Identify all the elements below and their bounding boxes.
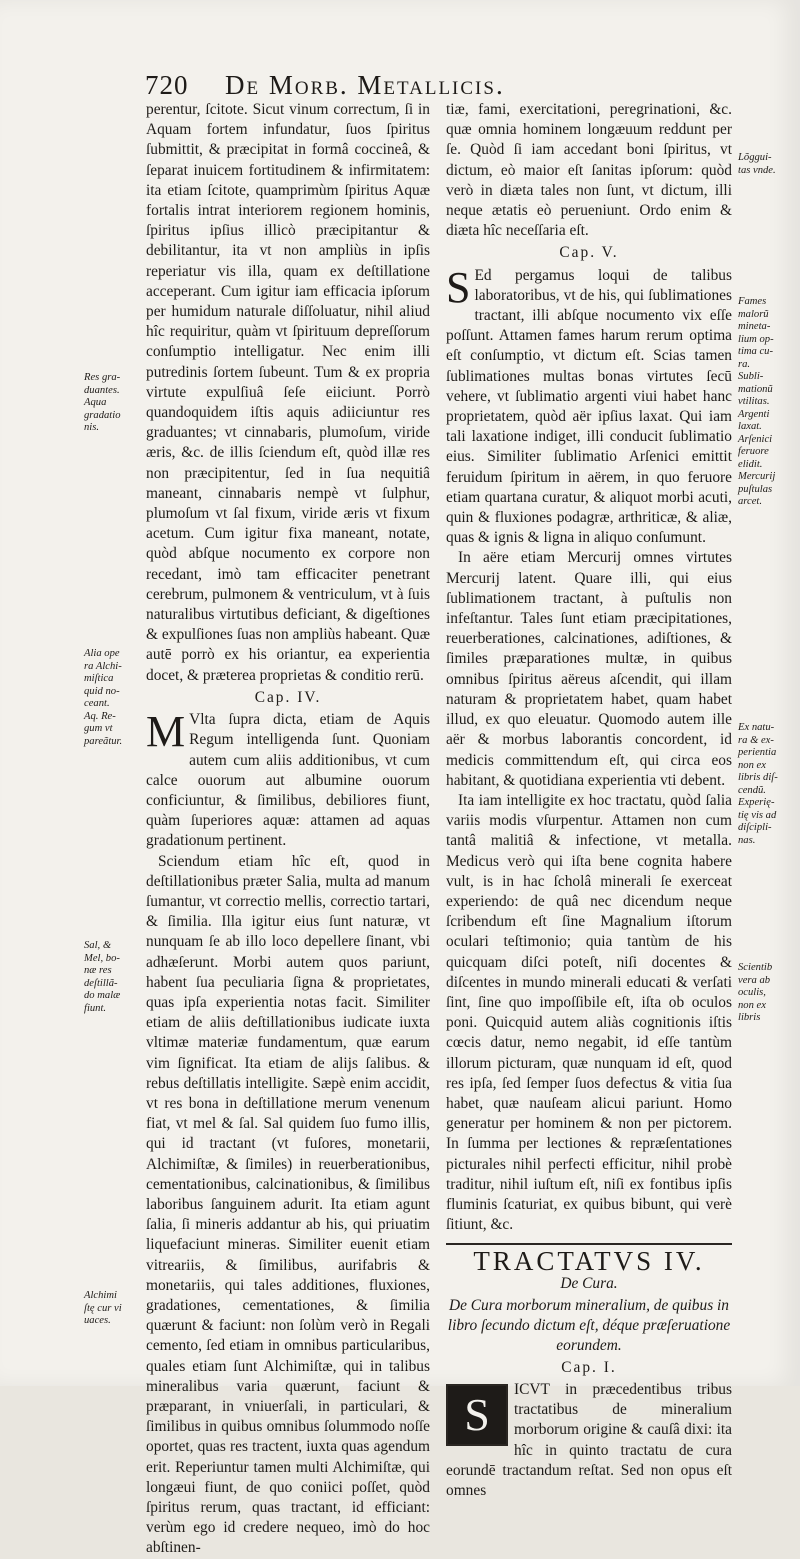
page-number: 720: [145, 70, 189, 100]
margin-note-left-3: [84, 940, 142, 1015]
margin-note-left-2: [84, 648, 142, 748]
margin-line: Alchimi: [84, 1290, 117, 1301]
margin-line: Res gra-: [84, 372, 121, 383]
ornamental-initial: S: [446, 1384, 508, 1446]
margin-line: Ex natu-: [738, 722, 775, 733]
margin-line: mineta-: [738, 321, 771, 332]
margin-line: libris diſ-: [738, 772, 778, 783]
tractatus-subtitle: De Cura.: [560, 1274, 618, 1292]
margin-line: næ res: [84, 965, 112, 976]
margin-line: feruore: [738, 446, 769, 457]
paragraph: [446, 262, 732, 549]
margin-line: quid no-: [84, 685, 120, 697]
paragraph: perentur, ſcitote. Sicut vinum correctum, ſi in Aquam fortem infundatur, ſuos ſpiritus ſubmittit, & præcipitat in formâ coccineâ, & ſeparat inuicem fortitudinem & infirmitatem: ita etiam ſcitote, quamprimùm ſpiritus Aquæ fortalis intrat interiorem regionem hominis, ſpiritus ipſius illicò præcipitantur & debilitantur, ita vt non ampliùs in ipſis reperiatur vis illa, quam ex deſtillatione acceperant. Cum igitur iam efficacia ipſorum per humidum naturale diſſoluatur, nihil aliud hîc requiritur, quàm vt ſpirituum depreſſorum conſumptio intelligatur. Nec enim illi putredinis ſortem ſubeunt. Tum & ex propria virtute expulſiuâ ſeſe eiiciunt. Porrò quandoquidem iſtis aquis adiiciuntur res graduantes; vt cinnabaris, plumoſum, viride æris, &c. de illis ſciendum eſt, quòd illæ res non præcipitentur, ſed in ſua nequitiâ maneant, cinnabaris nempè vt ſulphur, plumoſum vt ſal fixum, viride æris vt fixum acetum. Cum igitur fixa maneant, notate, quòd abſque nocumento ex corpore non recedant, imò tam efficaciter penetrant cerebrum, pulmonem & ventriculum, vt à ſuis naturalibus virtutibus deficiant, & digeſtiones & expulſiones ſuas non ampliùs habeant. Quæ autē porrò ex his oriantur, ea experientia docet, & præterea proprietas & conditio rerū.: [146, 101, 430, 684]
margin-line: ra Alchi-: [84, 660, 122, 672]
margin-line: non ex: [738, 999, 766, 1011]
margin-line: gum vt: [84, 723, 113, 734]
margin-line: laxat.: [738, 421, 762, 432]
margin-line: do malæ: [84, 990, 121, 1001]
paragraph: [446, 1380, 732, 1501]
paragraph: In aëre etiam Mercurij omnes virtutes Mercurij latent. Quare illi, qui eius ſublimationem tractant, à puſtulis non infeſtantur. Tales ſunt etiam præcipitationes, reuerberationes, calcinationes, adiſtiones, & ſimiles præparationes multæ, in quibus omnibus ſpiritus aëreus aſcendit, qui illam naturam & proprietatem habet, quam habet illud, ex quo eleuatur. Quomodo autem ille aër & morbus laborantis concordent, id medicis committendum eſt, qui circa eos habitant, & quotidiana experientia vti debent.: [446, 549, 732, 789]
chapter-heading: Cap. I.: [561, 1358, 617, 1376]
margin-line: non ex: [738, 759, 766, 771]
margin-line: nis.: [84, 422, 100, 433]
margin-line: arcet.: [738, 496, 763, 507]
margin-note-right-3: [738, 722, 794, 847]
margin-line: puſtulas: [738, 483, 773, 495]
margin-line: tima cu-: [738, 346, 774, 357]
margin-line: duantes.: [84, 384, 120, 396]
margin-line: tię vis ad: [738, 809, 777, 821]
margin-line: fiunt.: [84, 1002, 107, 1014]
margin-line: Mel, bo-: [84, 952, 120, 964]
paragraph: Ita iam intelligite ex hoc tractatu, quòd ſalia variis modis vſurpentur. Attamen non cum tantâ malitiâ & infectione, vt metalla. Medicus verò qui iſta bene cognita habere vult, is in hac ſcholâ minerali ſe exerceat experiendo: de quâ nec dicendum neque ſcribendum eſt ſine Magnalium iſtorum oculari teſtimonio; quia tantùm de his quicquam diſci poteſt, niſi docentes & diſcentes in mundo minerali educati & verſati ſint, ſine quo impoſſibile eſt, iſta ob oculos poni. Quicquid autem aliàs cognitionis iſtis cœcis datur, nemo negabit, id eſſe tantùm illorum picturam, quæ nunquam id eſt, quod res ipſa, ſed ſemper ſuos defectus & vitia ſua habet, quæ nauſeam alicui pariunt. Homo generatur per hominem & non per pictorem. In ſumma per lectiones & repræſentationes picturales nihil perfecti efficitur, nihil probè traditur, nihil iuſtum eſt, niſi ex fontibus ipſis fluminis ſcaturiat, ex quibus bibunt, qui verè ſitiunt, &c.: [446, 791, 732, 1234]
running-title: De Morb. Metallicis.: [225, 70, 505, 100]
margin-line: Lõggui-: [738, 152, 772, 163]
margin-note-left-4: [84, 1290, 142, 1328]
margin-line: pareãtur.: [84, 735, 123, 747]
margin-line: lium op-: [738, 333, 774, 345]
margin-line: Aq. Re-: [84, 710, 116, 722]
margin-line: Subli-: [738, 371, 764, 382]
margin-line: Argenti: [738, 408, 770, 420]
margin-line: oculis,: [738, 987, 766, 998]
drop-capital: S: [446, 262, 471, 312]
margin-line: ceant.: [84, 698, 110, 709]
margin-line: diſcipli-: [738, 822, 772, 833]
margin-line: Fames: [738, 296, 767, 307]
margin-note-right-2: [738, 296, 794, 509]
margin-line: Scientib: [738, 962, 773, 973]
margin-line: mationũ: [738, 383, 773, 395]
drop-capital: M: [146, 707, 186, 757]
margin-line: Mercurij: [738, 471, 776, 482]
margin-note-right-1: [738, 152, 794, 177]
left-column: [146, 100, 430, 1559]
margin-line: libris: [738, 1012, 761, 1023]
margin-line: Alia ope: [84, 648, 120, 659]
margin-line: tas vnde.: [738, 164, 776, 176]
paragraph-text: Vlta ſupra dicta, etiam de Aquis Regum intelligenda ſunt. Quoniam autem cum aliis additionibus, vt cum calce ouorum aut albumine ouorum conficiuntur, & ſimilibus, debiliores fiunt, quàm ſuperiores aquæ: attamen ad aquas gradationum pertinent.: [146, 711, 430, 850]
paragraph: [146, 707, 430, 851]
margin-line: miſtica: [84, 673, 114, 684]
chapter-heading: Cap. IV.: [254, 688, 322, 706]
margin-line: ſtę cur vi: [84, 1302, 122, 1314]
margin-line: elidit.: [738, 458, 763, 470]
margin-line: uaces.: [84, 1315, 111, 1326]
margin-line: Sal, &: [84, 940, 112, 951]
margin-note-right-4: [738, 962, 794, 1025]
margin-line: ra.: [738, 358, 751, 370]
tractatus-title: TRACTATVS IV.: [446, 1243, 732, 1271]
page-header: [145, 70, 735, 101]
margin-line: deſtillã-: [84, 977, 118, 989]
margin-line: Experię-: [738, 797, 775, 808]
paragraph-text: Ed pergamus loqui de talibus laboratoribus, vt de his, qui ſublimationes tractant, illi abſque nocumento vix eſſe poſſunt. Attamen fames harum rerum optima eſt conſumptio, vt dictum eſt. Scias tamen ſublimationes multas bonas virtutes ſecū vehere, vt ſublimatio argenti viui habet hanc proprietatem, quòd aër ipſius laxat. Qui iam tali laxatione indiget, illi conducit ſublimatio eius. Similiter ſublimatio Arſenici emittit feruidum ſpiritum in aërem, in quo feruore etiam quartana curatur, & aliquot morbi acuti, quin & fluxiones podagræ, arthriticæ, & aliæ, quas & ignis & ligna in aliquo conſumunt.: [446, 266, 732, 547]
tractatus-description: De Cura morborum mineralium, de quibus in libro ſecundo dictum eſt, déque præſeruatione eorundem.: [447, 1296, 731, 1354]
margin-line: malorũ: [738, 308, 769, 320]
margin-line: cendũ.: [738, 784, 766, 796]
right-column: [446, 100, 732, 1501]
margin-line: gradatio: [84, 409, 121, 421]
paragraph-text: ICVT in præcedentibus tribus tractatibus de mineralium morborum origine & cauſâ dixi: ita hîc in quinto tractatu de cura eorundē tractandum reſtat. Sed non opus eſt omnes: [446, 1380, 732, 1499]
margin-line: ra & ex-: [738, 734, 774, 746]
margin-line: vtilitas.: [738, 396, 770, 407]
paragraph: tiæ, fami, exercitationi, peregrinationi, &c. quæ omnia hominem longæuum reddunt per ſe. Quòd ſi iam accedant boni ſpiritus, vt dictum, eò maior eſt ſanitas ipſorum: quòd verò in diæta tales non ſunt, vt dictum, illi neque ætatis eò perueniunt. Ordo enim & diæta hîc neceſſaria eſt.: [446, 101, 732, 240]
paragraph: Sciendum etiam hîc eſt, quod in deſtillationibus præter Salia, multa ad manum ſumantur, vt correctio mellis, correctio tartari, & ſimilia. Illa igitur eius ſunt naturæ, vt nunquam ſe ab illo loco depellere ſinant, vbi adhæſerunt. Morbi autem quos pariunt, habent ſua peculiaria ſigna & proprietates, quas ipſa experientia notas facit. Similiter etiam de aliis deſtillationibus iudicate iuxta vltimæ materiæ fundamentum, quæ earum vim ſignificat. Ita etiam de alijs ſalibus. & rebus deſtillatis intelligite. Sæpè enim accidit, vt res bona in deſtillatione merum venenum fiat, vt mel & ſal. Sal quidem ſuo fumo illis, qui id tractant (vt fuſores, monetarii, Alchimiſtæ, & ſimiles) in reuerberationibus, cementationibus, calcinationibus, & ſimilibus laboribus ſanguinem adurit. Ita etiam agunt ſalia, ſi mineris addantur ab his, qui priuatim liquefaciunt mineras. Similiter euenit etiam vitreariis, & ſimilibus, aurifabris & monetariis, qui tales additiones, fluxiones, gradationes, cementationes, & ſimilia quærunt & faciunt: non ſolùm verò in Regali cemento, ſed etiam in omnibus particularibus, quales etiam ſunt Alchimiſtæ, qui in talibus mineralibus varia quærunt, faciunt & præparant, in vniuerſali, in particulari, & ſimilibus in quibus omnibus ſolummodo noſſe oportet, quas res tractent, iuxta quas agendum erit. Reperiuntur tamen multi Alchimiſtæ, qui longæui fiunt, de quo coniici poſſet, quòd ſpiritus rerum, quas tractant, id efficiant: verùm ego id credere nequeo, imò do hoc abſtinen-: [146, 852, 430, 1557]
margin-line: Arſenici: [738, 433, 773, 445]
margin-line: vera ab: [738, 974, 771, 986]
margin-line: Aqua: [84, 397, 107, 408]
margin-line: nas.: [738, 834, 756, 846]
margin-line: perientia: [738, 747, 777, 758]
chapter-heading: Cap. V.: [559, 244, 619, 262]
margin-note-left-1: [84, 372, 142, 435]
